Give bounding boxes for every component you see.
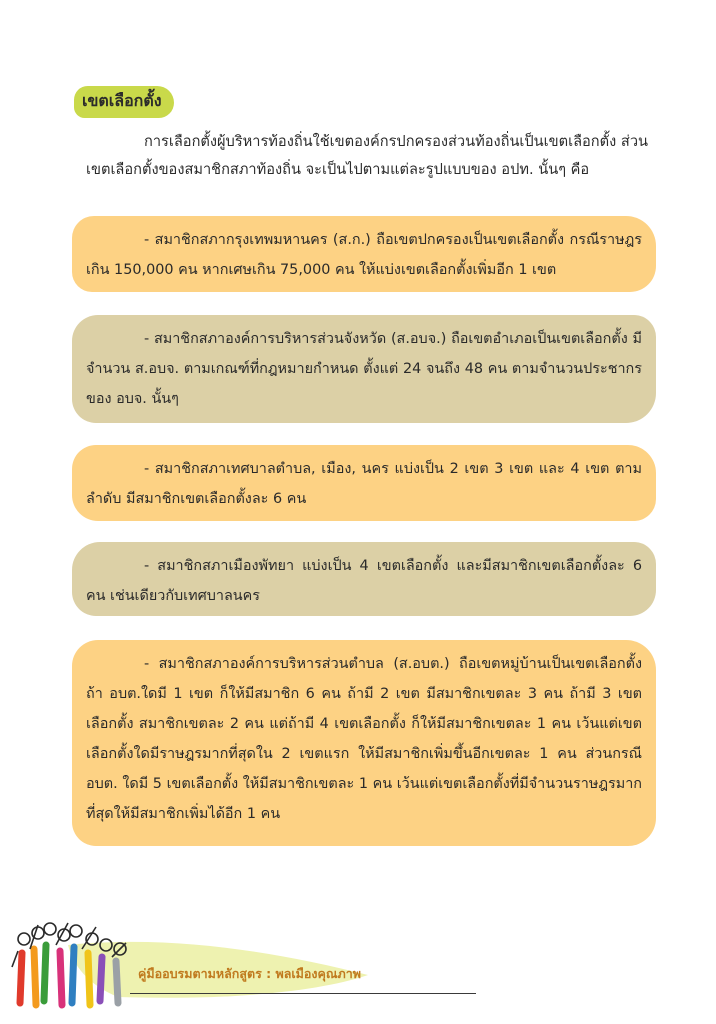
footer-people-illustration	[8, 905, 478, 1010]
info-box-text: - สมาชิกสภาองค์การบริหารส่วนจังหวัด (ส.อบจ.) ถือเขตอำเภอเป็นเขตเลือกตั้ง มีจำนวน ส.อบจ. ตามเกณฑ์ที่กฎหมายกำหนด ตั้งแต่ 24 จนถึง 48 คน ตามจำนวนประชากรของ อบจ. นั้นๆ	[86, 331, 642, 407]
info-box-pattaya-council	[72, 542, 656, 616]
info-box-text: - สมาชิกสภาองค์การบริหารส่วนตำบล (ส.อบต.) ถือเขตหมู่บ้านเป็นเขตเลือกตั้ง ถ้า อบต.ใดมี 1 เขต ก็ให้มีสมาชิก 6 คน ถ้ามี 2 เขต มีสมาชิกเขตละ 3 คน ถ้ามี 3 เขตเลือกตั้ง สมาชิกเขตละ 2 คน แต่ถ้ามี 4 เขตเลือกตั้ง ก็ให้มีสมาชิกเขตละ 1 คน เว้นแต่เขตเลือกตั้งใดมีราษฎรมากที่สุดใน 2 เขตแรก ให้มีสมาชิกเพิ่มขึ้นอีกเขตละ 1 คน ส่วนกรณี อบต. ใดมี 5 เขตเลือกตั้ง ให้มีสมาชิกเขตละ 1 คน เว้นแต่เขตเลือกตั้งที่มีจำนวนราษฎรมากที่สุดให้มีสมาชิกเพิ่มได้อีก 1 คน	[86, 656, 642, 822]
info-box-bangkok-council	[72, 216, 656, 292]
footer-divider	[130, 993, 476, 994]
intro-paragraph	[86, 128, 648, 184]
page-footer	[0, 905, 716, 1024]
info-box-text: - สมาชิกสภากรุงเทพมหานคร (ส.ก.) ถือเขตปกครองเป็นเขตเลือกตั้ง กรณีราษฎรเกิน 150,000 คน หากเศษเกิน 75,000 คน ให้แบ่งเขตเลือกตั้งเพิ่มอีก 1 เขต	[86, 232, 642, 278]
info-box-subdistrict-council	[72, 640, 656, 846]
info-box-text: - สมาชิกสภาเมืองพัทยา แบ่งเป็น 4 เขตเลือกตั้ง และมีสมาชิกเขตเลือกตั้งละ 6 คน เช่นเดียวกับเทศบาลนคร	[86, 558, 642, 604]
intro-text: การเลือกตั้งผู้บริหารท้องถิ่นใช้เขตองค์กรปกครองส่วนท้องถิ่นเป็นเขตเลือกตั้ง ส่วนเขตเลือกตั้งของสมาชิกสภาท้องถิ่น จะเป็นไปตามแต่ละรูปแบบของ อปท. นั้นๆ คือ	[86, 133, 648, 178]
info-box-text: - สมาชิกสภาเทศบาลตำบล, เมือง, นคร แบ่งเป็น 2 เขต 3 เขต และ 4 เขต ตามลำดับ มีสมาชิกเขตเลือกตั้งละ 6 คน	[86, 461, 642, 507]
footer-title: คู่มืออบรมตามหลักสูตร : พลเมืองคุณภาพ	[138, 966, 361, 981]
info-box-provincial-council	[72, 315, 656, 423]
info-box-municipal-council	[72, 445, 656, 521]
section-heading: เขตเลือกตั้ง	[74, 86, 174, 118]
